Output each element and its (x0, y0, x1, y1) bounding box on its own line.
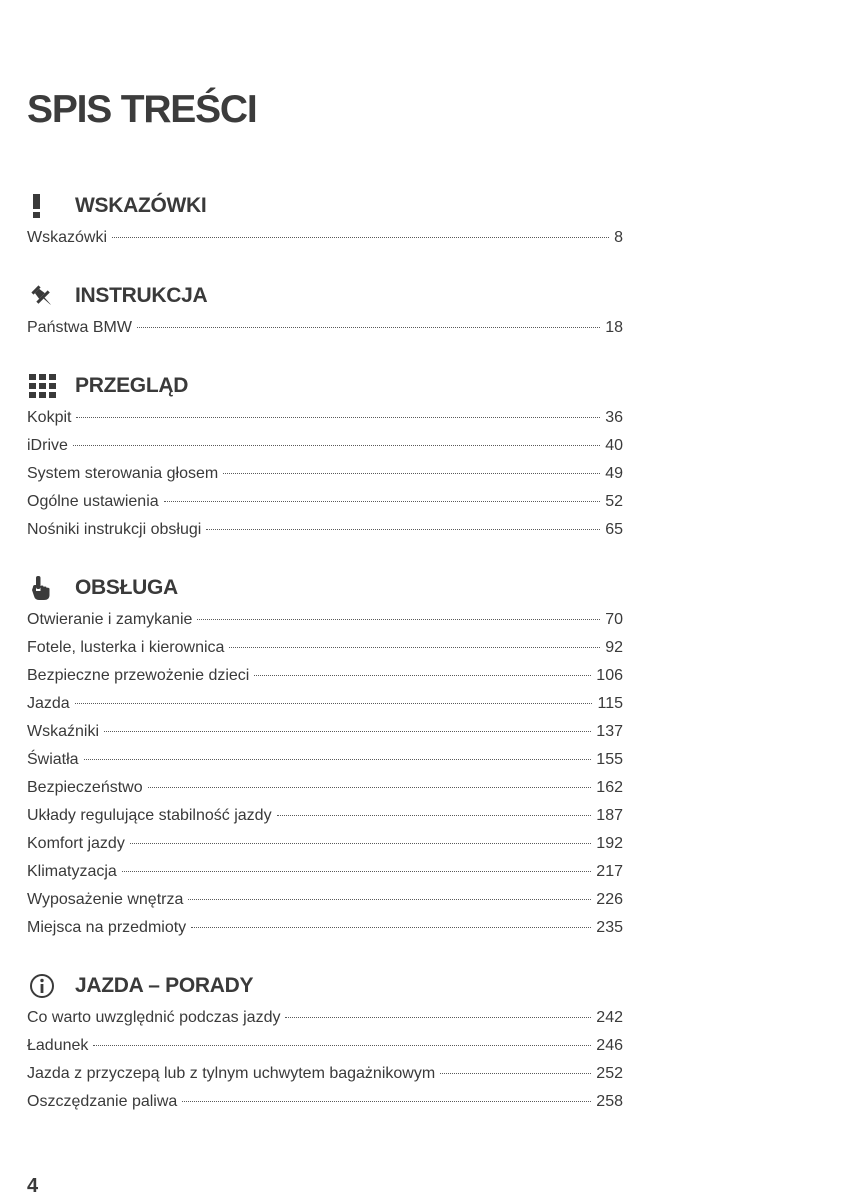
toc-entry[interactable] (27, 606, 623, 634)
entry-page-number: 115 (597, 695, 623, 712)
entry-title: Ładunek (27, 1037, 89, 1054)
entry-page-number: 92 (605, 639, 623, 656)
dot-leader (84, 758, 592, 760)
entry-list (27, 224, 623, 252)
pushpin-icon (29, 282, 63, 310)
section-title: OBSŁUGA (75, 576, 178, 599)
entry-title: Ogólne ustawienia (27, 493, 159, 510)
dot-leader (188, 898, 591, 900)
toc-entry[interactable] (27, 1004, 623, 1032)
info-circle-icon (29, 972, 63, 1000)
entry-page-number: 8 (614, 229, 623, 246)
section-header (27, 188, 623, 224)
entry-list (27, 1004, 623, 1116)
entry-page-number: 18 (605, 319, 623, 336)
dot-leader (164, 500, 601, 502)
entry-page-number: 65 (605, 521, 623, 538)
toc-entry[interactable] (27, 488, 623, 516)
entry-page-number: 246 (596, 1037, 623, 1054)
entry-list (27, 404, 623, 544)
toc-entry[interactable] (27, 314, 623, 342)
pointing-hand-icon (29, 574, 63, 602)
dot-leader (130, 842, 591, 844)
exclamation-icon (29, 192, 63, 220)
dot-leader (122, 870, 591, 872)
page-number: 4 (27, 1175, 39, 1197)
entry-title: Światła (27, 751, 79, 768)
entry-page-number: 52 (605, 493, 623, 510)
dot-leader (254, 674, 591, 676)
entry-title: Układy regulujące stabilność jazdy (27, 807, 272, 824)
dot-leader (76, 416, 600, 418)
dot-leader (285, 1016, 591, 1018)
dot-leader (93, 1044, 591, 1046)
section-title: PRZEGLĄD (75, 374, 189, 397)
dot-leader (191, 926, 591, 928)
toc-section (27, 188, 623, 252)
entry-title: Państwa BMW (27, 319, 132, 336)
entry-page-number: 226 (596, 891, 623, 908)
toc-entry[interactable] (27, 1060, 623, 1088)
section-header (27, 968, 623, 1004)
dot-leader (197, 618, 600, 620)
toc-entry[interactable] (27, 746, 623, 774)
entry-list (27, 314, 623, 342)
dot-leader (104, 730, 591, 732)
dot-leader (112, 236, 609, 238)
entry-title: Wskazówki (27, 229, 108, 246)
entry-title: Wyposażenie wnętrza (27, 891, 184, 908)
entry-page-number: 36 (605, 409, 623, 426)
entry-title: Fotele, lusterka i kierownica (27, 639, 225, 656)
entry-title: Bezpieczeństwo (27, 779, 143, 796)
section-header (27, 278, 623, 314)
section-spacer (27, 252, 623, 278)
entry-page-number: 242 (596, 1009, 623, 1026)
toc-entry[interactable] (27, 690, 623, 718)
toc-entry[interactable] (27, 460, 623, 488)
dot-leader (75, 702, 593, 704)
entry-title: Miejsca na przedmioty (27, 919, 187, 936)
entry-page-number: 49 (605, 465, 623, 482)
entry-title: System sterowania głosem (27, 465, 219, 482)
dot-leader (223, 472, 600, 474)
section-spacer (27, 942, 623, 968)
grid-icon (29, 372, 63, 400)
dot-leader (440, 1072, 591, 1074)
toc-entry[interactable] (27, 858, 623, 886)
entry-page-number: 155 (596, 751, 623, 768)
toc-entry[interactable] (27, 774, 623, 802)
dot-leader (73, 444, 600, 446)
toc-section (27, 278, 623, 342)
toc-entry[interactable] (27, 914, 623, 942)
toc-entry[interactable] (27, 718, 623, 746)
section-title: JAZDA – PORADY (75, 974, 254, 997)
dot-leader (277, 814, 592, 816)
toc-entry[interactable] (27, 802, 623, 830)
entry-title: Komfort jazdy (27, 835, 125, 852)
dot-leader (182, 1100, 591, 1102)
table-of-contents (27, 188, 623, 1116)
entry-title: Oszczędzanie paliwa (27, 1093, 178, 1110)
entry-title: iDrive (27, 437, 68, 454)
entry-page-number: 106 (596, 667, 623, 684)
toc-entry[interactable] (27, 404, 623, 432)
toc-entry[interactable] (27, 1032, 623, 1060)
toc-entry[interactable] (27, 886, 623, 914)
entry-page-number: 187 (596, 807, 623, 824)
entry-title: Bezpieczne przewożenie dzieci (27, 667, 250, 684)
entry-page-number: 217 (596, 863, 623, 880)
toc-entry[interactable] (27, 662, 623, 690)
toc-entry[interactable] (27, 432, 623, 460)
toc-section (27, 968, 623, 1116)
entry-page-number: 70 (605, 611, 623, 628)
section-title: WSKAZÓWKI (75, 194, 207, 217)
entry-title: Klimatyzacja (27, 863, 117, 880)
entry-page-number: 252 (596, 1065, 623, 1082)
entry-title: Kokpit (27, 409, 72, 426)
dot-leader (137, 326, 600, 328)
toc-entry[interactable] (27, 516, 623, 544)
toc-entry[interactable] (27, 634, 623, 662)
dot-leader (148, 786, 592, 788)
entry-page-number: 235 (596, 919, 623, 936)
entry-title: Nośniki instrukcji obsługi (27, 521, 202, 538)
dot-leader (206, 528, 600, 530)
toc-entry[interactable] (27, 830, 623, 858)
entry-page-number: 258 (596, 1093, 623, 1110)
section-header (27, 368, 623, 404)
entry-page-number: 40 (605, 437, 623, 454)
section-title: INSTRUKCJA (75, 284, 208, 307)
entry-title: Wskaźniki (27, 723, 100, 740)
toc-entry[interactable] (27, 224, 623, 252)
toc-entry[interactable] (27, 1088, 623, 1116)
entry-title: Co warto uwzględnić podczas jazdy (27, 1009, 281, 1026)
dot-leader (229, 646, 600, 648)
entry-title: Jazda z przyczepą lub z tylnym uchwytem bagażnikowym (27, 1065, 436, 1082)
section-spacer (27, 342, 623, 368)
entry-title: Jazda (27, 695, 70, 712)
entry-title: Otwieranie i zamykanie (27, 611, 193, 628)
toc-section (27, 570, 623, 942)
section-header (27, 570, 623, 606)
section-spacer (27, 544, 623, 570)
entry-page-number: 162 (596, 779, 623, 796)
entry-list (27, 606, 623, 942)
entry-page-number: 137 (596, 723, 623, 740)
page-title: SPIS TREŚCI (27, 88, 257, 131)
entry-page-number: 192 (596, 835, 623, 852)
toc-section (27, 368, 623, 544)
